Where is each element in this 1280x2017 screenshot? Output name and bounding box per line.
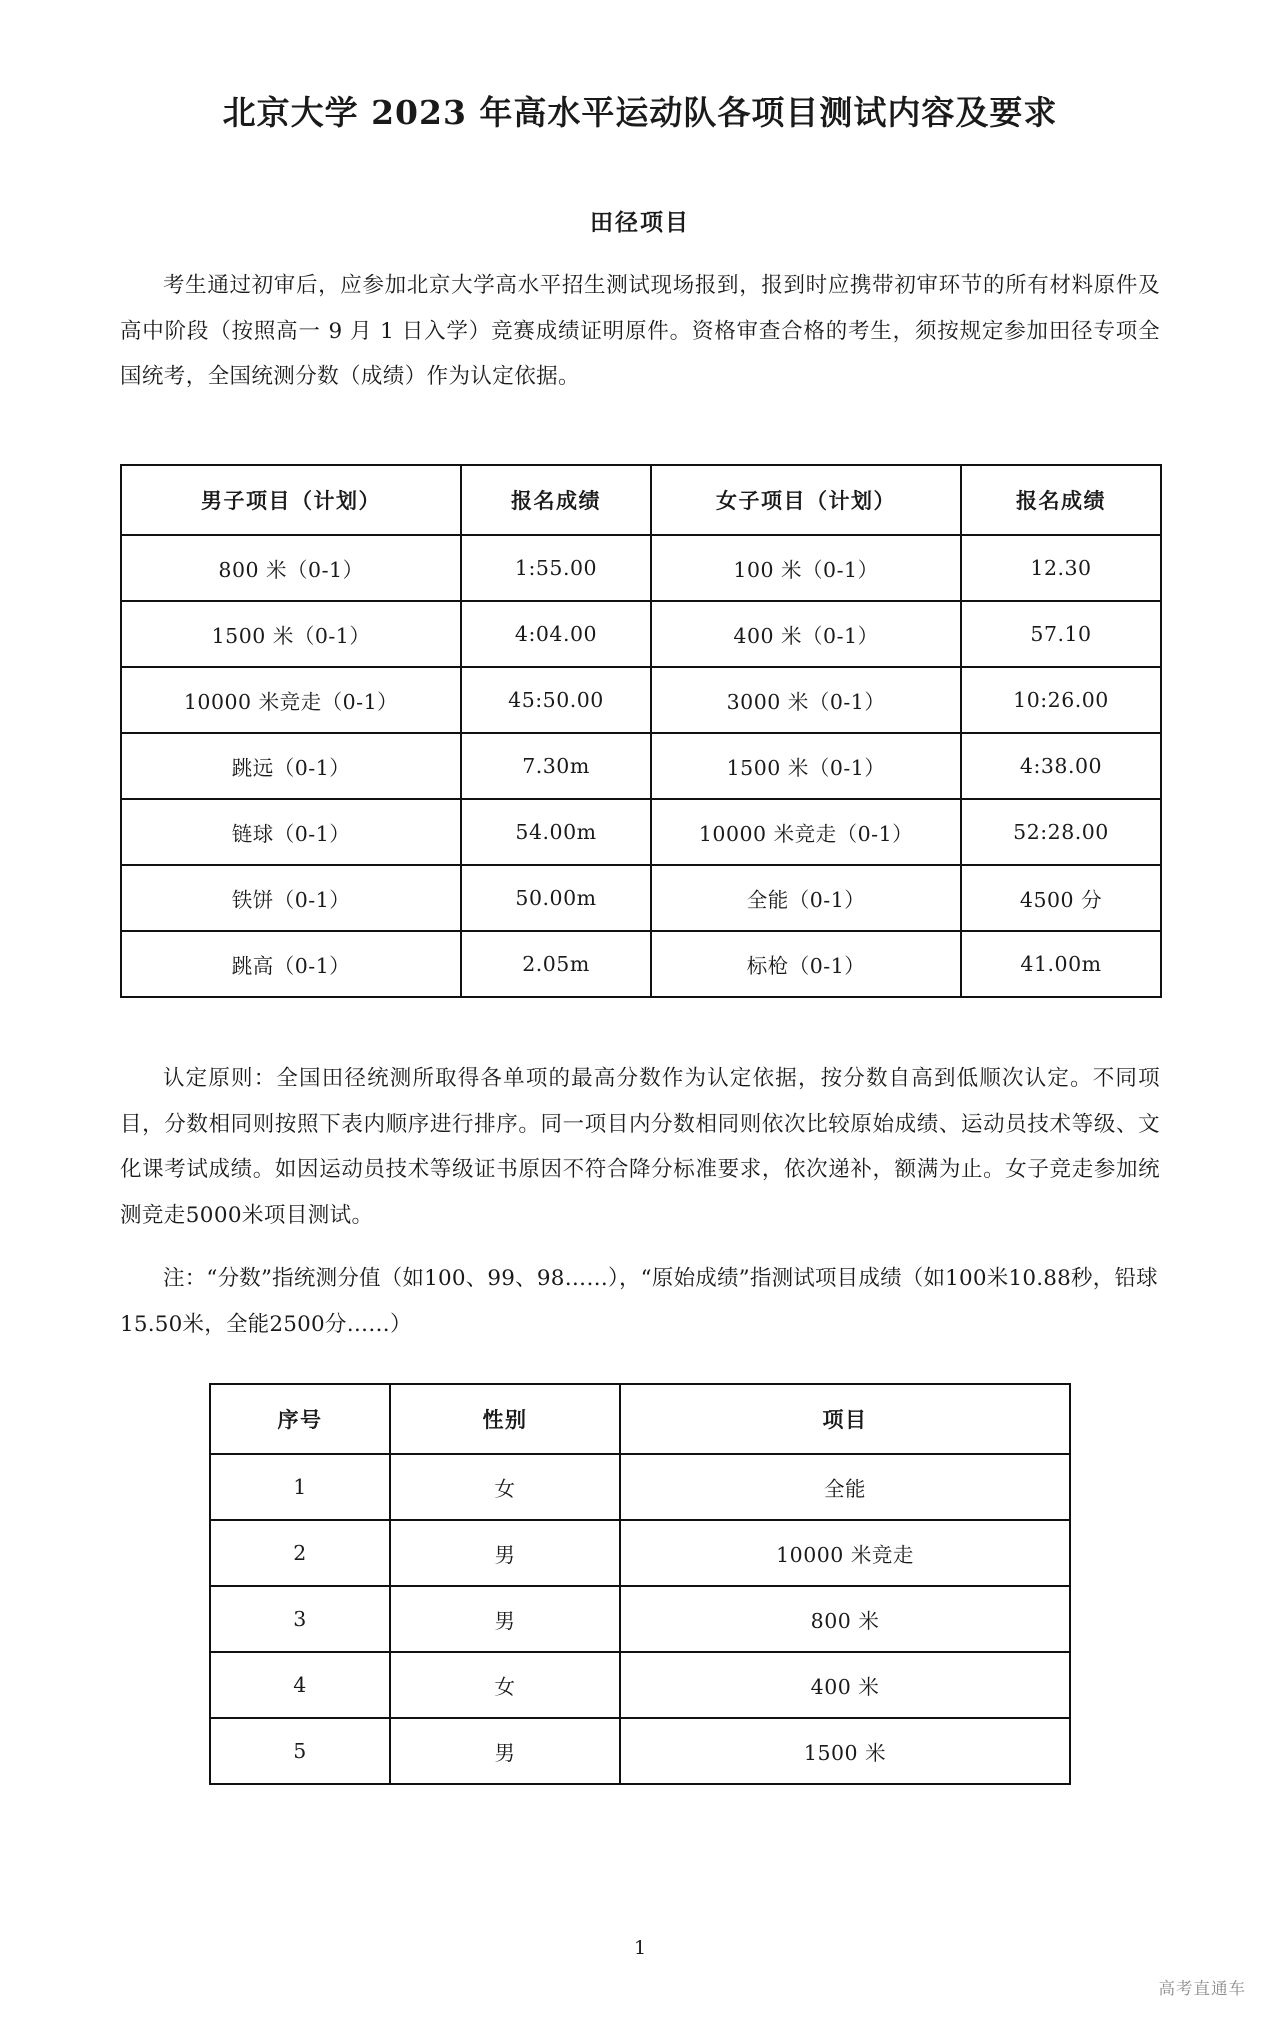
table-row <box>121 535 1161 601</box>
order-table <box>209 1383 1071 1785</box>
watermark: 高考直通车 <box>1158 1980 1246 1998</box>
table-row <box>121 799 1161 865</box>
cell-event: 全能 <box>620 1454 1070 1520</box>
column-header-gender: 性别 <box>390 1384 620 1454</box>
order-table-wrapper <box>120 1383 1160 1785</box>
column-header-men-score: 报名成绩 <box>461 465 651 535</box>
table-row <box>210 1520 1070 1586</box>
cell-men-event: 10000 米竞走（0-1） <box>121 667 461 733</box>
cell-gender: 男 <box>390 1520 620 1586</box>
cell-women-score: 41.00m <box>961 931 1161 997</box>
cell-women-score: 4:38.00 <box>961 733 1161 799</box>
table-row <box>121 733 1161 799</box>
cell-men-score: 45:50.00 <box>461 667 651 733</box>
table-row <box>210 1718 1070 1784</box>
cell-event: 400 米 <box>620 1652 1070 1718</box>
cell-event: 10000 米竞走 <box>620 1520 1070 1586</box>
cell-men-score: 54.00m <box>461 799 651 865</box>
cell-gender: 男 <box>390 1718 620 1784</box>
column-header-index: 序号 <box>210 1384 390 1454</box>
cell-index: 4 <box>210 1652 390 1718</box>
event-table <box>120 464 1162 998</box>
cell-men-event: 跳高（0-1） <box>121 931 461 997</box>
cell-women-score: 12.30 <box>961 535 1161 601</box>
table-row <box>121 931 1161 997</box>
table-row <box>121 865 1161 931</box>
cell-women-event: 3000 米（0-1） <box>651 667 961 733</box>
cell-women-event: 标枪（0-1） <box>651 931 961 997</box>
table-row <box>210 1586 1070 1652</box>
cell-women-event: 全能（0-1） <box>651 865 961 931</box>
table-header-row <box>121 465 1161 535</box>
event-table-wrapper <box>120 464 1160 998</box>
section-heading: 田径项目 <box>590 209 690 237</box>
cell-gender: 女 <box>390 1454 620 1520</box>
cell-men-event: 链球（0-1） <box>121 799 461 865</box>
cell-men-event: 800 米（0-1） <box>121 535 461 601</box>
cell-men-score: 50.00m <box>461 865 651 931</box>
cell-index: 3 <box>210 1586 390 1652</box>
table-header-row <box>210 1384 1070 1454</box>
page-title: 北京大学 2023 年高水平运动队各项目测试内容及要求 <box>222 93 1058 132</box>
cell-men-score: 1:55.00 <box>461 535 651 601</box>
cell-men-score: 4:04.00 <box>461 601 651 667</box>
cell-men-event: 铁饼（0-1） <box>121 865 461 931</box>
principle-paragraph: 认定原则：全国田径统测所取得各单项的最高分数作为认定依据，按分数自高到低顺次认定。不同项目，分数相同则按照下表内顺序进行排序。同一项目内分数相同则依次比较原始成绩、运动员技术等级、文化课考试成绩。如因运动员技术等级证书原因不符合降分标准要求，依次递补，额满为止。女子竞走参加统测竞走5000米项目测试。 <box>120 1065 1160 1228</box>
cell-women-event: 100 米（0-1） <box>651 535 961 601</box>
cell-men-score: 2.05m <box>461 931 651 997</box>
cell-men-event: 1500 米（0-1） <box>121 601 461 667</box>
table-row <box>210 1454 1070 1520</box>
column-header-event: 项目 <box>620 1384 1070 1454</box>
column-header-women-event: 女子项目（计划） <box>651 465 961 535</box>
cell-women-score: 10:26.00 <box>961 667 1161 733</box>
cell-event: 800 米 <box>620 1586 1070 1652</box>
intro-paragraph: 考生通过初审后，应参加北京大学高水平招生测试现场报到，报到时应携带初审环节的所有材料原件及高中阶段（按照高一 9 月 1 日入学）竞赛成绩证明原件。资格审查合格的考生，须按规定参加田径专项全国统考，全国统测分数（成绩）作为认定依据。 <box>120 273 1160 390</box>
cell-women-event: 1500 米（0-1） <box>651 733 961 799</box>
cell-women-score: 4500 分 <box>961 865 1161 931</box>
cell-event: 1500 米 <box>620 1718 1070 1784</box>
column-header-men-event: 男子项目（计划） <box>121 465 461 535</box>
cell-women-score: 52:28.00 <box>961 799 1161 865</box>
cell-gender: 女 <box>390 1652 620 1718</box>
page-number: 1 <box>633 1937 647 1959</box>
cell-men-event: 跳远（0-1） <box>121 733 461 799</box>
note-paragraph: 注：“分数”指统测分值（如100、99、98……），“原始成绩”指测试项目成绩（如100米10.88秒，铅球15.50米，全能2500分……） <box>120 1266 1158 1337</box>
table-row <box>121 601 1161 667</box>
cell-women-event: 400 米（0-1） <box>651 601 961 667</box>
column-header-women-score: 报名成绩 <box>961 465 1161 535</box>
cell-gender: 男 <box>390 1586 620 1652</box>
cell-index: 5 <box>210 1718 390 1784</box>
cell-women-event: 10000 米竞走（0-1） <box>651 799 961 865</box>
cell-women-score: 57.10 <box>961 601 1161 667</box>
table-row <box>121 667 1161 733</box>
cell-index: 1 <box>210 1454 390 1520</box>
table-row <box>210 1652 1070 1718</box>
cell-men-score: 7.30m <box>461 733 651 799</box>
cell-index: 2 <box>210 1520 390 1586</box>
